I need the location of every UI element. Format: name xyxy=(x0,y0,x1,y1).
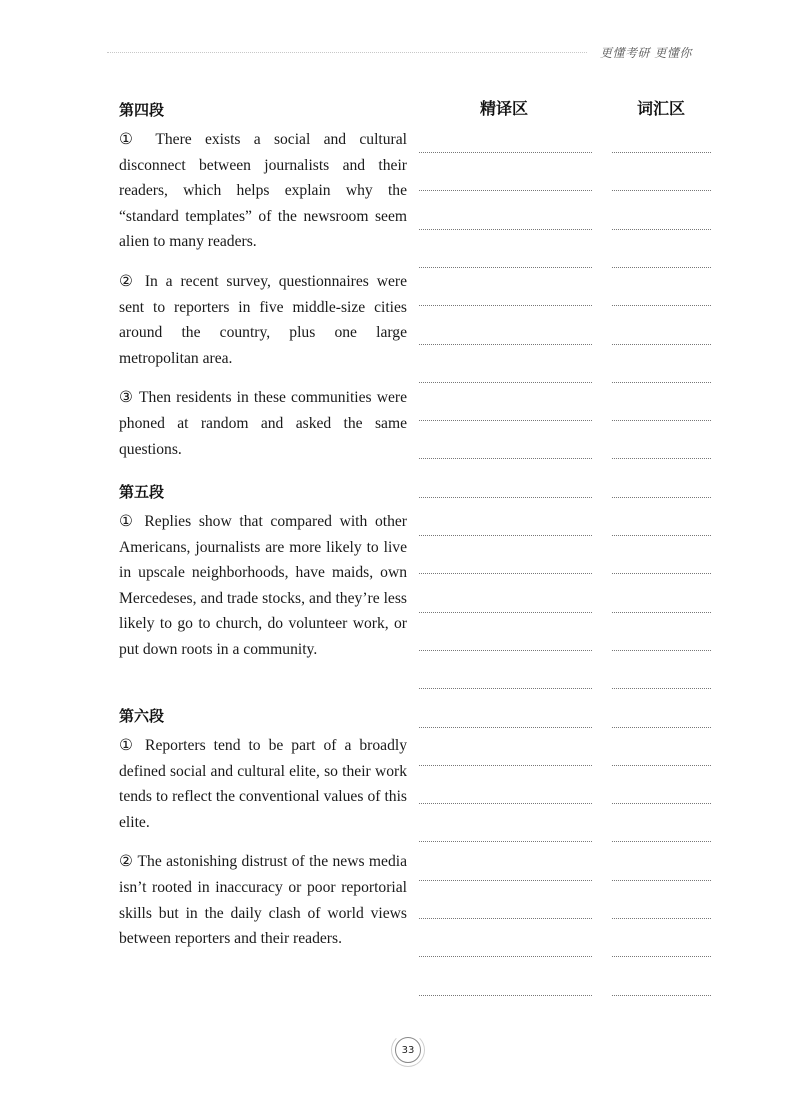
translation-writing-line xyxy=(419,688,592,689)
vocabulary-writing-line xyxy=(612,612,711,613)
translation-writing-line xyxy=(419,573,592,574)
section-6 xyxy=(119,704,407,952)
translation-writing-line xyxy=(419,918,592,919)
translation-writing-line xyxy=(419,765,592,766)
vocabulary-writing-line xyxy=(612,727,711,728)
vocabulary-writing-line xyxy=(612,229,711,230)
vocabulary-writing-line xyxy=(612,535,711,536)
translation-writing-line xyxy=(419,880,592,881)
translation-writing-line xyxy=(419,497,592,498)
header-rule xyxy=(107,52,587,53)
vocabulary-writing-line xyxy=(612,841,711,842)
paragraph: ② In a recent survey, questionnaires were sent to reporters in five middle-size cities around the country, plus one large metropolitan area. xyxy=(119,272,407,367)
vocabulary-writing-line xyxy=(612,420,711,421)
translation-writing-line xyxy=(419,420,592,421)
translation-writing-line xyxy=(419,956,592,957)
paragraph: ① There exists a social and cultural disconnect between journalists and their readers, which helps explain why the “standard templates” of the newsroom seem alien to many readers. xyxy=(119,131,407,251)
vocabulary-writing-line xyxy=(612,267,711,268)
translation-column-heading: 精译区 xyxy=(480,99,529,118)
vocabulary-writing-line xyxy=(612,650,711,651)
translation-writing-line xyxy=(419,229,592,230)
translation-writing-line xyxy=(419,727,592,728)
vocabulary-writing-line xyxy=(612,344,711,345)
vocabulary-writing-line xyxy=(612,497,711,498)
vocabulary-writing-line xyxy=(612,765,711,766)
paragraph: ② The astonishing distrust of the news media isn’t rooted in inaccuracy or poor reportorial skills but in the daily clash of world views between reporters and their readers. xyxy=(119,853,407,948)
translation-writing-line xyxy=(419,190,592,191)
vocabulary-writing-line xyxy=(612,918,711,919)
translation-writing-line xyxy=(419,995,592,996)
translation-writing-line xyxy=(419,305,592,306)
page-number-badge xyxy=(390,1036,426,1064)
section-5 xyxy=(119,480,407,663)
vocabulary-writing-line xyxy=(612,573,711,574)
page-number: 33 xyxy=(395,1037,421,1063)
paragraph: ① Reporters tend to be part of a broadly defined social and cultural elite, so their work tends to reflect the conventional values of this elite. xyxy=(119,737,407,831)
translation-writing-line xyxy=(419,344,592,345)
section-title: 第六段 xyxy=(119,707,165,725)
vocabulary-writing-line xyxy=(612,803,711,804)
vocabulary-writing-line xyxy=(612,880,711,881)
paragraph: ① Replies show that compared with other Americans, journalists are more likely to live in upscale neighborhoods, have maids, own Mercedeses, and trade stocks, and they’re less likely to go to church, do volunteer work, or put down roots in a community. xyxy=(119,513,407,658)
vocabulary-column-heading: 词汇区 xyxy=(637,99,686,118)
translation-writing-line xyxy=(419,841,592,842)
section-4 xyxy=(119,98,407,462)
vocabulary-writing-line xyxy=(612,152,711,153)
vocabulary-writing-line xyxy=(612,382,711,383)
vocabulary-writing-line xyxy=(612,688,711,689)
translation-writing-line xyxy=(419,803,592,804)
vocabulary-writing-line xyxy=(612,995,711,996)
vocabulary-writing-line xyxy=(612,458,711,459)
vocabulary-writing-line xyxy=(612,190,711,191)
translation-writing-line xyxy=(419,382,592,383)
vocabulary-writing-line xyxy=(612,956,711,957)
section-title: 第四段 xyxy=(119,101,165,119)
translation-writing-line xyxy=(419,458,592,459)
translation-writing-line xyxy=(419,612,592,613)
translation-writing-line xyxy=(419,650,592,651)
translation-writing-line xyxy=(419,267,592,268)
paragraph: ③ Then residents in these communities were phoned at random and asked the same questions. xyxy=(119,389,407,458)
section-title: 第五段 xyxy=(119,483,165,501)
header-slogan: 更懂考研 更懂你 xyxy=(600,46,692,60)
vocabulary-writing-line xyxy=(612,305,711,306)
translation-writing-line xyxy=(419,152,592,153)
translation-writing-line xyxy=(419,535,592,536)
